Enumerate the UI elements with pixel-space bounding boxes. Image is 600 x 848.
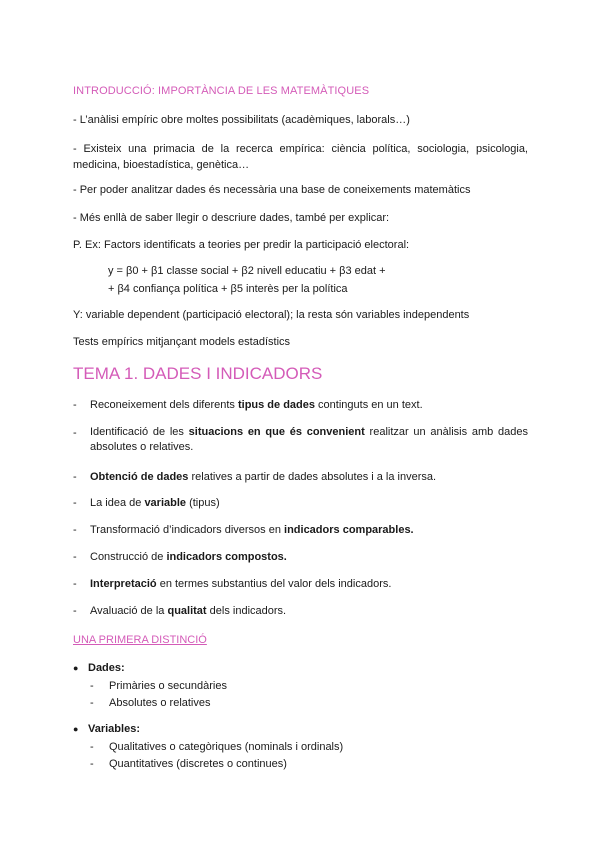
intro-paragraph-3: - Per poder analitzar dades és necessària una base de coneixements matemàtics	[73, 184, 471, 196]
list-item: Quantitatives (discretes o continues)	[109, 758, 287, 770]
formula-line-2: + β4 confiança política + β5 interès per la política	[108, 283, 348, 295]
group-label: Variables:	[88, 723, 140, 735]
list-dash: -	[73, 578, 77, 590]
intro-paragraph-6: Y: variable dependent (participació electoral); la resta són variables independents	[73, 309, 470, 321]
list-dash: -	[73, 497, 77, 509]
tema-heading: TEMA 1. DADES I INDICADORS	[73, 364, 323, 383]
list-item: Qualitatives o categòriques (nominals i ordinals)	[109, 741, 344, 753]
list-item: Avaluació de la qualitat dels indicadors.	[90, 605, 287, 617]
formula-line-1: y = β0 + β1 classe social + β2 nivell educatiu + β3 edat +	[108, 265, 386, 277]
group-label: Dades:	[88, 662, 125, 674]
intro-paragraph-4: - Més enllà de saber llegir o descriure dades, també per explicar:	[73, 212, 390, 224]
list-dash: -	[73, 605, 77, 617]
intro-paragraph-5: P. Ex: Factors identificats a teories per predir la participació electoral:	[73, 239, 410, 251]
list-dash: -	[73, 524, 77, 536]
list-dash: -	[90, 680, 94, 692]
list-dash: -	[73, 427, 77, 439]
bullet-icon: ●	[73, 663, 79, 673]
list-dash: -	[73, 399, 77, 411]
list-item: La idea de variable (tipus)	[90, 497, 220, 509]
list-item: Obtenció de dades relatives a partir de dades absolutes i a la inversa.	[90, 471, 437, 483]
list-item: Reconeixement dels diferents tipus de dades continguts en un text.	[90, 399, 423, 411]
bullet-icon: ●	[73, 724, 79, 734]
list-item: Absolutes o relatives	[109, 697, 211, 709]
list-dash: -	[90, 697, 94, 709]
distincio-heading: UNA PRIMERA DISTINCIÓ	[73, 634, 207, 646]
list-dash: -	[73, 551, 77, 563]
list-item: Construcció de indicadors compostos.	[90, 551, 287, 563]
list-dash: -	[73, 471, 77, 483]
intro-paragraph-7: Tests empírics mitjançant models estadístics	[73, 336, 291, 348]
list-item: Identificació de les situacions en que és convenient realitzar un anàlisis amb dades absolutes o relatives.	[90, 426, 528, 453]
list-dash: -	[90, 741, 94, 753]
intro-paragraph-2: - Existeix una primacia de la recerca empírica: ciència política, sociologia, psicologia, medicina, bioestadística, genètica…	[73, 143, 528, 171]
list-dash: -	[90, 758, 94, 770]
intro-heading: INTRODUCCIÓ: IMPORTÀNCIA DE LES MATEMÀTIQUES	[73, 85, 370, 97]
list-item: Transformació d’indicadors diversos en indicadors comparables.	[90, 524, 414, 536]
list-item: Primàries o secundàries	[109, 680, 227, 692]
intro-paragraph-1: - L’anàlisi empíric obre moltes possibilitats (acadèmiques, laborals…)	[73, 114, 410, 126]
list-item: Interpretació en termes substantius del valor dels indicadors.	[90, 578, 392, 590]
